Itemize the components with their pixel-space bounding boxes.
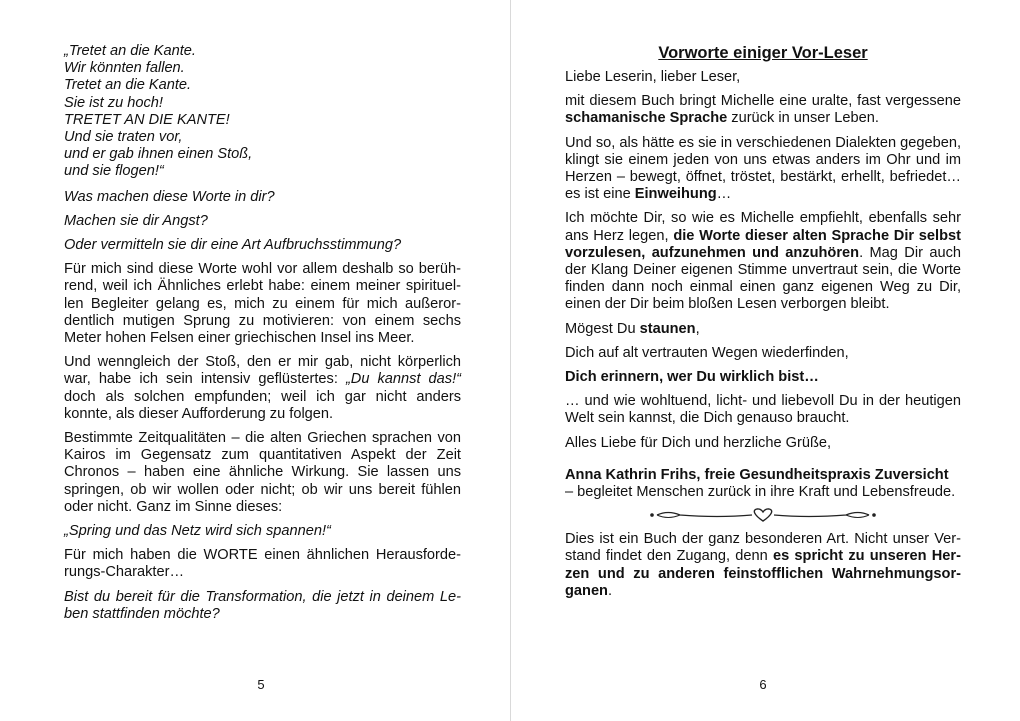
paragraph: Für mich haben die WORTE einen ähnlichen Herausforderungs-Charakter… (64, 547, 461, 581)
poem-line: und sie flogen!“ (64, 163, 164, 180)
poem (64, 43, 461, 181)
paragraph-bold (565, 369, 961, 386)
question-3: Oder vermitteln sie dir eine Art Aufbruchsstimmung? (64, 237, 402, 254)
bold-text: Einweihung (634, 186, 717, 203)
closing-greeting: Alles Liebe für Dich und herzliche Grüße, (565, 434, 832, 451)
paragraph: Für mich sind diese Worte wohl vor allem deshalb so berührend, weil ich Ähnliches erlebt habe: einem meiner spirituellen Begleiter gelang es, mich zu einem für mich außerordentlich mutigen Sprung zu motivieren: von einem sechs Meter hohen Felsen einer griechischen Insel ins Meer. (64, 261, 461, 347)
text-span: Und wenngleich der Stoß, den er mir gab, nicht körperlich war, habe ich sein intensiv geflüstertes: (64, 354, 461, 388)
signature-name: Anna Kathrin Frihs, freie Gesundheitspraxis Zuversicht (565, 466, 949, 483)
left-page-content (64, 43, 461, 630)
poem-line: und er gab ihnen einen Stoß, (64, 146, 253, 163)
paragraph: Bestimmte Zeitqualitäten – die alten Griechen sprachen von Kairos im Gegensatz zum quantitativen Aspekt der Zeit Chronos – haben eine ähnliche Wirkung. Sie lassen uns springen, ob wir wollen oder nicht; ob wir uns bereit fühlen oder nicht. Ganz im Sinne dieses: (64, 430, 461, 515)
text-span: . Mag Dir auch der Klang Deiner eigenen Stimme unvertraut sein, die Worte finden dann noch einmal einen ganz eigenen Weg zu Dir, einen der Dir beim bloßen Lesen verborgen bleibt. (565, 244, 961, 313)
text-span: , (695, 320, 700, 337)
text-span: zurück in unser Leben. (727, 110, 879, 127)
text-span: doch als solchen empfunden; weil ich gar nicht anders konnte, als dieser Aufforderung zu folgen. (64, 388, 461, 422)
bold-text: die Worte dieser alten Sprache Dir selbst vorzulesen, aufzunehmen und anzuhören (565, 227, 961, 261)
paragraph (565, 93, 961, 127)
page-number: 5 (257, 677, 265, 692)
text-span: Ich möchte Dir, so wie es Michelle empfiehlt, ebenfalls sehr ans Herz legen, (565, 210, 961, 244)
paragraph (565, 210, 961, 313)
question-2: Machen sie dir Angst? (64, 212, 208, 229)
poem-line: Wir könnten fallen. (64, 60, 185, 77)
paragraph (565, 135, 961, 204)
text-span: Und so, als hätte es sie in verschiedenen Dialekten gegeben, klingt sie einem jeden von uns etwas anders im Ohr und im Herzen – bewegt, öffnet, tröstet, bestärkt, erhellt, befriedet… es ist eine (565, 134, 961, 203)
right-page-content (565, 43, 961, 607)
paragraph: Dich auf alt vertrauten Wegen wiederfinden, (565, 344, 849, 361)
bold-text: schamanische Sprache (565, 110, 728, 127)
paragraph (565, 321, 961, 338)
paragraph (565, 531, 961, 600)
text-span: mit diesem Buch bringt Michelle eine uralte, fast vergessene (565, 93, 961, 110)
bold-text: staunen (639, 320, 696, 337)
text-span: . (607, 582, 613, 599)
text-span: Mögest Du (565, 320, 640, 337)
text-span: … (716, 186, 732, 203)
signature (565, 467, 961, 501)
poem-line: TRETET AN DIE KANTE! (64, 111, 230, 128)
signature-description: – begleitet Menschen zurück in ihre Kraft und Lebensfreude. (565, 484, 956, 501)
page-title: Vorworte einiger Vor-Leser (658, 44, 868, 62)
question-1: Was machen diese Worte in dir? (64, 188, 275, 205)
paragraph: … und wie wohltuend, licht- und liebevoll Du in der heutigen Welt sein kannst, die Dich genauso braucht. (565, 393, 961, 427)
right-page (511, 0, 1020, 721)
text-span: Dies ist ein Buch der ganz besonderen Art. Nicht unser Verstand findet den Zugang, denn (565, 531, 961, 565)
poem-line: „Tretet an die Kante. (64, 43, 196, 59)
greeting: Liebe Leserin, lieber Leser, (565, 69, 741, 85)
bold-text: es spricht zu unseren Herzen und zu anderen feinstofflichen Wahrnehmungsorganen (565, 548, 961, 599)
bold-text: Dich erinnern, wer Du wirklich bist… (565, 369, 819, 386)
inline-quote: „Du kannst das!“ (345, 371, 461, 388)
quote: „Spring und das Netz wird sich spannen!“ (64, 523, 331, 540)
page-number: 6 (759, 677, 767, 692)
poem-line: Sie ist zu hoch! (64, 94, 163, 111)
poem-line: Tretet an die Kante. (64, 77, 192, 94)
closing-question: Bist du bereit für die Transformation, die jetzt in deinem Leben stattfinden möchte? (64, 588, 461, 622)
poem-line: Und sie traten vor, (64, 129, 183, 146)
paragraph (64, 354, 461, 423)
heart-flourish-divider-icon (648, 507, 878, 523)
